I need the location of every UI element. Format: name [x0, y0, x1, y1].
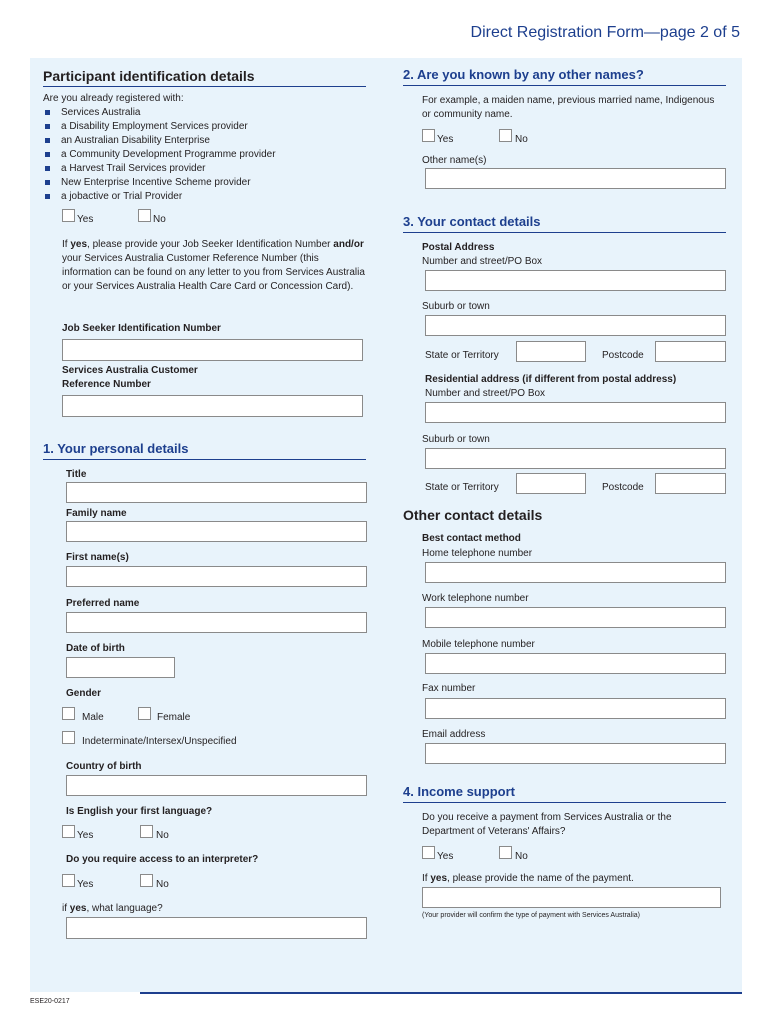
- registered-yes-label: Yes: [77, 214, 94, 225]
- registered-yes-checkbox[interactable]: [62, 209, 75, 222]
- fax-label: Fax number: [422, 683, 476, 694]
- registration-instructions: [62, 238, 368, 294]
- residential-state-field[interactable]: [516, 473, 586, 494]
- payment-name-field[interactable]: [422, 887, 721, 908]
- personal-heading-rule: [43, 459, 366, 460]
- interpreter-yes-label: Yes: [77, 879, 94, 890]
- page-title: Direct Registration Form—page 2 of 5: [470, 24, 740, 41]
- dob-label: Date of birth: [66, 643, 125, 654]
- postal-state-label: State or Territory: [425, 350, 499, 361]
- income-question: Do you receive a payment from Services Australia or the Department of Veterans' Affairs?: [422, 812, 672, 837]
- postal-street-field[interactable]: [425, 270, 726, 291]
- family-name-label: Family name: [66, 508, 127, 519]
- income-yes-label: Yes: [437, 851, 454, 862]
- residential-state-label: State or Territory: [425, 482, 499, 493]
- english-no-label: No: [156, 830, 169, 841]
- gender-indeterminate-label: Indeterminate/Intersex/Unspecified: [82, 736, 237, 747]
- payment-name-instruction: [422, 872, 634, 886]
- footer-rule: [140, 992, 742, 994]
- crn-label-line1: Services Australia Customer: [62, 365, 198, 376]
- registered-no-label: No: [153, 214, 166, 225]
- interpreter-yes-checkbox[interactable]: [62, 874, 75, 887]
- other-names-example: For example, a maiden name, previous married name, Indigenous or community name.: [422, 95, 715, 120]
- gender-indeterminate-checkbox[interactable]: [62, 731, 75, 744]
- interpreter-label: Do you require access to an interpreter?: [66, 854, 259, 865]
- list-item: an Australian Disability Enterprise: [43, 134, 276, 148]
- work-phone-field[interactable]: [425, 607, 726, 628]
- other-names-yes-checkbox[interactable]: [422, 129, 435, 142]
- residential-postcode-label: Postcode: [602, 482, 644, 493]
- postal-address-title: Postal Address: [422, 242, 495, 253]
- other-names-yes-label: Yes: [437, 134, 454, 145]
- postal-street-label: Number and street/PO Box: [422, 256, 543, 267]
- gender-female-checkbox[interactable]: [138, 707, 151, 720]
- english-yes-label: Yes: [77, 830, 94, 841]
- interpreter-no-label: No: [156, 879, 169, 890]
- language-yes: yes: [69, 903, 87, 914]
- contact-details-heading: 3. Your contact details: [403, 214, 541, 229]
- language-field[interactable]: [66, 917, 367, 939]
- email-field[interactable]: [425, 743, 726, 764]
- participant-heading-rule: [43, 86, 366, 87]
- income-no-checkbox[interactable]: [499, 846, 512, 859]
- other-names-no-checkbox[interactable]: [499, 129, 512, 142]
- fax-field[interactable]: [425, 698, 726, 719]
- instr-yes: yes: [70, 239, 88, 250]
- other-names-label: Other name(s): [422, 155, 487, 166]
- other-names-no-label: No: [515, 134, 528, 145]
- payment-note: (Your provider will confirm the type of payment with Services Australia): [422, 912, 640, 919]
- jsid-field[interactable]: [62, 339, 363, 361]
- participant-intro: Are you already registered with:: [43, 93, 184, 104]
- registered-no-checkbox[interactable]: [138, 209, 151, 222]
- crn-field[interactable]: [62, 395, 363, 417]
- other-names-heading-rule: [403, 85, 726, 86]
- family-name-field[interactable]: [66, 521, 367, 542]
- gender-male-label: Male: [82, 712, 104, 723]
- payment-instr-text: If: [422, 873, 431, 884]
- income-no-label: No: [515, 851, 528, 862]
- english-first-language-label: Is English your first language?: [66, 806, 213, 817]
- list-item: a Harvest Trail Services provider: [43, 162, 276, 176]
- income-yes-checkbox[interactable]: [422, 846, 435, 859]
- residential-postcode-field[interactable]: [655, 473, 726, 494]
- residential-street-label: Number and street/PO Box: [425, 388, 546, 399]
- language-text: if: [62, 903, 70, 914]
- personal-details-heading: 1. Your personal details: [43, 441, 189, 456]
- postal-suburb-field[interactable]: [425, 315, 726, 336]
- crn-label-line2: Reference Number: [62, 379, 151, 390]
- country-of-birth-label: Country of birth: [66, 761, 142, 772]
- language-label: [62, 902, 163, 916]
- list-item: a Community Development Programme provider: [43, 148, 276, 162]
- postal-postcode-field[interactable]: [655, 341, 726, 362]
- home-phone-label: Home telephone number: [422, 548, 533, 559]
- registered-with-list: [43, 106, 276, 204]
- payment-instr-yes: yes: [430, 873, 448, 884]
- list-item: Services Australia: [43, 106, 276, 120]
- jsid-label: Job Seeker Identification Number: [62, 323, 221, 334]
- residential-suburb-label: Suburb or town: [422, 434, 490, 445]
- list-item: a jobactive or Trial Provider: [43, 190, 276, 204]
- preferred-name-label: Preferred name: [66, 598, 140, 609]
- form-code: ESE20-0217: [30, 998, 70, 1005]
- postal-suburb-label: Suburb or town: [422, 301, 490, 312]
- first-name-label: First name(s): [66, 552, 129, 563]
- list-item: a Disability Employment Services provider: [43, 120, 276, 134]
- instr-text: your Services Australia Customer Reference Number (this information can be found on any letter to you from Services Australia or your Services Australia Health Care Card or Concession Card).: [62, 253, 365, 292]
- english-no-checkbox[interactable]: [140, 825, 153, 838]
- contact-heading-rule: [403, 232, 726, 233]
- instr-text: If: [62, 239, 71, 250]
- payment-instr-text: , please provide the name of the payment.: [447, 873, 634, 884]
- interpreter-no-checkbox[interactable]: [140, 874, 153, 887]
- work-phone-label: Work telephone number: [422, 593, 529, 604]
- residential-street-field[interactable]: [425, 402, 726, 423]
- best-contact-method-label: Best contact method: [422, 533, 521, 544]
- gender-label: Gender: [66, 688, 102, 699]
- email-label: Email address: [422, 729, 486, 740]
- title-field[interactable]: [66, 482, 367, 503]
- postal-postcode-label: Postcode: [602, 350, 644, 361]
- other-contact-heading: Other contact details: [403, 507, 543, 523]
- other-names-heading: 2. Are you known by any other names?: [403, 67, 644, 82]
- home-phone-field[interactable]: [425, 562, 726, 583]
- country-of-birth-field[interactable]: [66, 775, 367, 796]
- dob-field[interactable]: [66, 657, 175, 678]
- income-support-heading: 4. Income support: [403, 784, 515, 799]
- language-text: , what language?: [86, 903, 163, 914]
- english-yes-checkbox[interactable]: [62, 825, 75, 838]
- participant-heading: Participant identification details: [43, 68, 255, 84]
- list-item: New Enterprise Incentive Scheme provider: [43, 176, 276, 190]
- gender-female-label: Female: [157, 712, 191, 723]
- gender-male-checkbox[interactable]: [62, 707, 75, 720]
- income-heading-rule: [403, 802, 726, 803]
- mobile-phone-field[interactable]: [425, 653, 726, 674]
- residential-address-title: Residential address (if different from postal address): [425, 374, 677, 385]
- residential-suburb-field[interactable]: [425, 448, 726, 469]
- preferred-name-field[interactable]: [66, 612, 367, 633]
- instr-text: , please provide your Job Seeker Identification Number: [87, 239, 334, 250]
- title-label: Title: [66, 469, 87, 480]
- other-names-field[interactable]: [425, 168, 726, 189]
- instr-andor: and/or: [333, 239, 364, 250]
- first-name-field[interactable]: [66, 566, 367, 587]
- postal-state-field[interactable]: [516, 341, 586, 362]
- mobile-phone-label: Mobile telephone number: [422, 639, 535, 650]
